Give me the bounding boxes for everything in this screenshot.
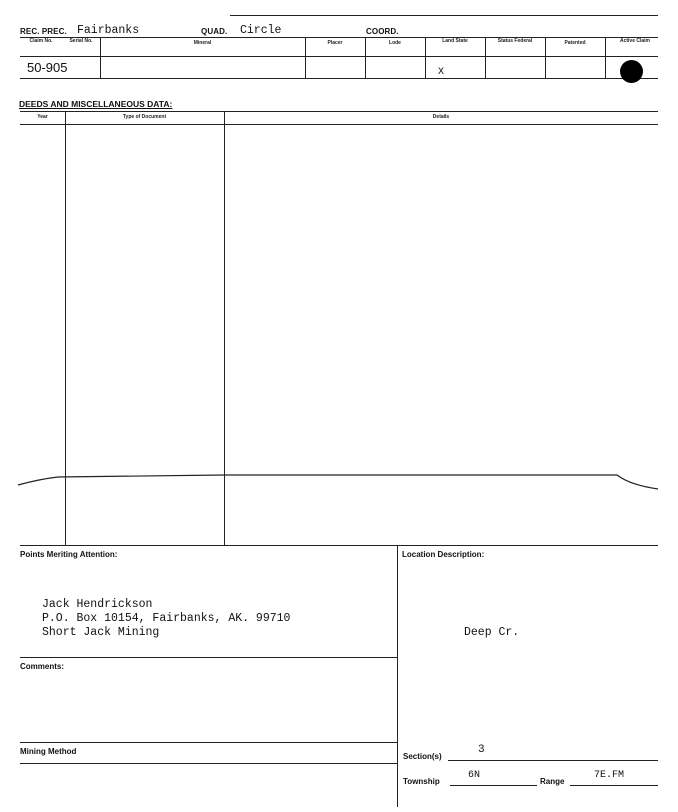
location-label: Location Description:	[402, 550, 485, 559]
col-details: Details	[432, 114, 450, 120]
points-label: Points Meriting Attention:	[20, 550, 118, 559]
range-value: 7E.FM	[594, 770, 625, 781]
col-lode: Lode	[389, 40, 401, 46]
col-patented: Patented	[564, 40, 586, 46]
col-mineral: Mineral	[193, 40, 212, 46]
rec-prec-value: Fairbanks	[77, 24, 140, 37]
claim-col-sep	[425, 37, 426, 78]
col-active-claim: Active Claim	[619, 38, 650, 44]
col-serial-no: Serial No.	[69, 38, 93, 44]
township-label: Township	[403, 777, 440, 786]
col-claim-no: Claim No.	[29, 38, 53, 44]
claim-table-mid	[20, 56, 658, 57]
lower-section-top	[20, 545, 658, 546]
deeds-top-rule	[20, 111, 658, 112]
section-label: Section(s)	[403, 752, 442, 761]
claim-col-sep	[485, 37, 486, 78]
township-line	[450, 785, 537, 786]
mining-method-rule	[20, 742, 397, 743]
points-line2: P.O. Box 10154, Fairbanks, AK. 99710	[42, 612, 291, 625]
comments-rule	[20, 657, 397, 658]
coord-label: COORD.	[366, 27, 399, 36]
section-value: 3	[478, 744, 485, 756]
location-value: Deep Cr.	[464, 626, 520, 639]
claim-table-top	[20, 37, 658, 38]
top-rule	[230, 15, 658, 16]
mining-method-line	[20, 763, 397, 764]
col-type: Type of Document	[122, 114, 167, 120]
mining-method-label: Mining Method	[20, 747, 77, 756]
col-land-state: Land State	[442, 38, 468, 44]
land-state-mark: X	[438, 67, 445, 78]
lower-vertical-sep	[397, 545, 398, 807]
range-label: Range	[540, 777, 565, 786]
township-value: 6N	[468, 770, 481, 781]
rec-prec-label: REC. PREC.	[20, 27, 67, 36]
quad-label: QUAD.	[201, 27, 228, 36]
fold-line	[0, 465, 678, 495]
points-line1: Jack Hendrickson	[42, 598, 153, 611]
claim-table-bottom	[20, 78, 658, 79]
col-year: Year	[37, 114, 48, 120]
col-placer: Placer	[327, 40, 343, 46]
comments-label: Comments:	[20, 662, 65, 671]
quad-value: Circle	[240, 24, 282, 37]
active-claim-dot	[620, 60, 643, 83]
deeds-header-rule	[20, 124, 658, 125]
claim-no-value: 50-905	[27, 60, 68, 75]
points-line3: Short Jack Mining	[42, 626, 160, 639]
col-status-federal: Status Federal	[497, 38, 533, 44]
section-line	[448, 760, 658, 761]
range-line	[570, 785, 658, 786]
claim-col-sep	[605, 37, 606, 78]
deeds-title: DEEDS AND MISCELLANEOUS DATA:	[19, 99, 173, 109]
